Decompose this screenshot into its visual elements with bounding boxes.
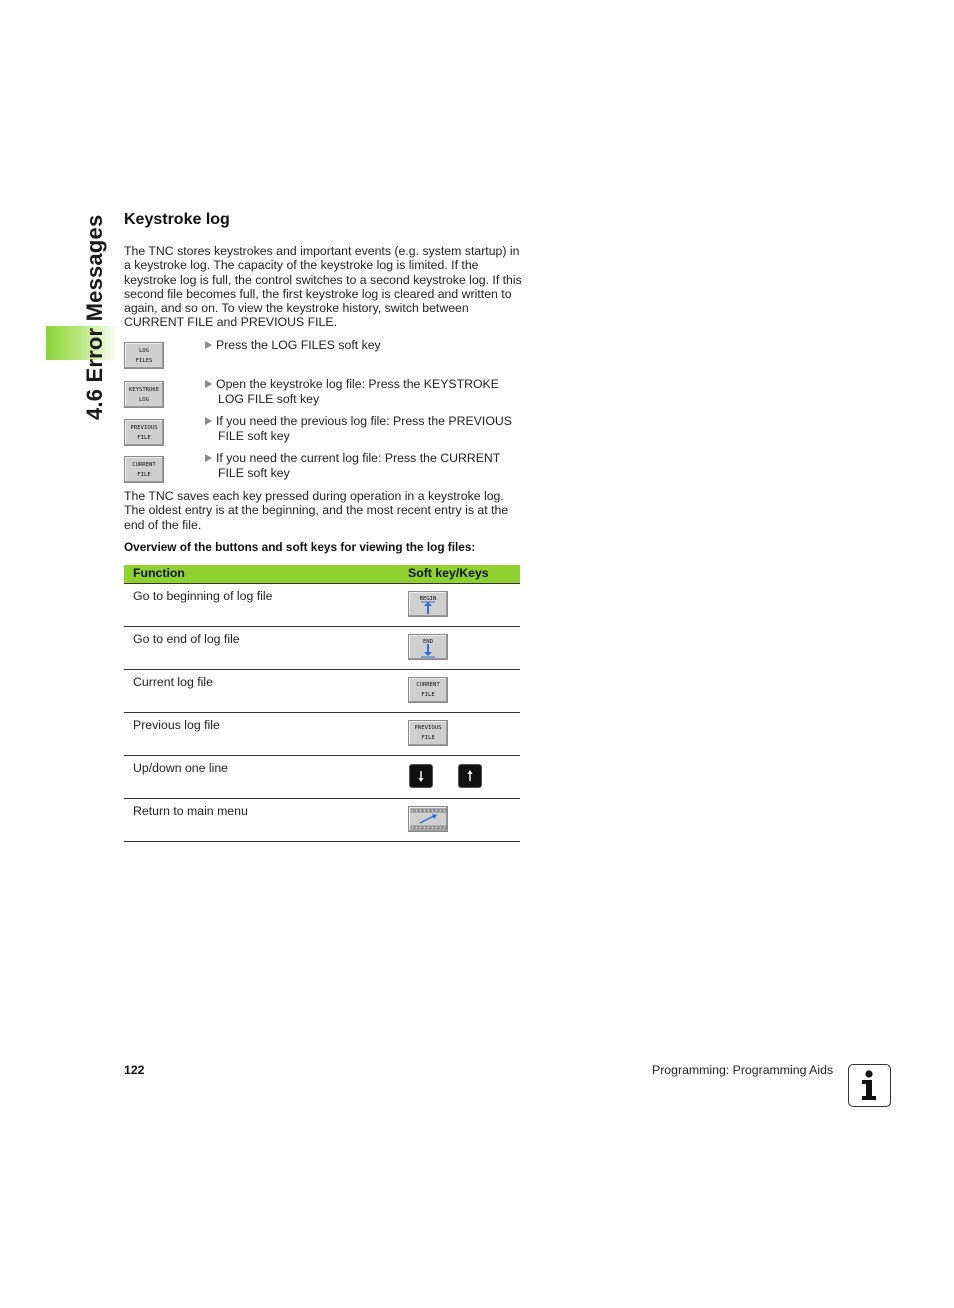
softkey-label-line1: PREVIOUS <box>414 725 442 731</box>
softkey-label: END <box>422 639 434 645</box>
step-log-files <box>205 338 525 353</box>
page-number: 122 <box>124 1063 145 1077</box>
log-files-softkey[interactable] <box>124 342 164 369</box>
table-header <box>124 565 520 584</box>
row-function: Previous log file <box>133 718 220 732</box>
arrow-up-key[interactable] <box>458 764 482 788</box>
softkey-label-line2: FILE <box>421 692 435 698</box>
softkey-label-line1: LOG <box>138 348 150 354</box>
main-menu-softkey[interactable] <box>408 806 448 832</box>
softkey-label: BEGIN <box>419 596 437 602</box>
softkey-label-line2: FILE <box>137 472 151 478</box>
arrow-to-end-icon <box>408 634 448 660</box>
table-row <box>124 756 520 799</box>
current-file-softkey[interactable] <box>408 677 448 703</box>
step-previous-file <box>205 414 525 443</box>
log-description-paragraph: The TNC saves each key pressed during operation in a keystroke log. The oldest entry is at the beginning, and the most recent entry is at the end of the file. <box>124 489 509 532</box>
step-text-continued: FILE soft key <box>218 428 290 443</box>
softkey-label-line2: FILE <box>421 735 435 741</box>
step-text: If you need the current log file: Press the CURRENT <box>216 451 501 465</box>
softkey-label-line2: FILE <box>137 435 151 441</box>
header-function: Function <box>133 566 185 580</box>
end-softkey[interactable] <box>408 634 448 660</box>
row-function: Return to main menu <box>133 804 248 818</box>
info-icon <box>848 1064 891 1107</box>
previous-file-softkey[interactable] <box>124 419 164 446</box>
table-row <box>124 713 520 756</box>
keystroke-log-softkey[interactable] <box>124 381 164 408</box>
table-row <box>124 584 520 627</box>
table-row <box>124 627 520 670</box>
begin-softkey[interactable] <box>408 591 448 617</box>
step-arrow-icon <box>205 341 212 349</box>
softkey-label-line2: LOG <box>138 397 150 403</box>
row-function: Go to end of log file <box>133 632 240 646</box>
step-text-continued: FILE soft key <box>218 465 290 480</box>
table-caption: Overview of the buttons and soft keys for viewing the log files: <box>124 540 476 554</box>
step-text: If you need the previous log file: Press the PREVIOUS <box>216 414 512 428</box>
arrow-to-begin-icon <box>408 591 448 617</box>
step-arrow-icon <box>205 417 212 425</box>
row-function: Up/down one line <box>133 761 229 775</box>
step-text: Press the LOG FILES soft key <box>216 338 381 352</box>
softkey-label-line1: CURRENT <box>132 462 156 468</box>
arrow-up-icon <box>459 765 481 787</box>
step-text: Open the keystroke log file: Press the KEYSTROKE <box>216 377 499 391</box>
softkey-label-line1: KEYSTROKE <box>128 387 160 393</box>
softkey-label-line1: PREVIOUS <box>130 425 158 431</box>
footer-chapter: Programming: Programming Aids <box>652 1063 834 1077</box>
step-arrow-icon <box>205 380 212 388</box>
softkey-overview-table <box>124 565 520 842</box>
step-text-continued: LOG FILE soft key <box>218 391 320 406</box>
main-menu-icon <box>408 806 448 832</box>
previous-file-softkey[interactable] <box>408 720 448 746</box>
arrow-down-icon <box>410 765 432 787</box>
softkey-label-line2: FILES <box>135 358 153 364</box>
step-keystroke-log <box>205 377 525 406</box>
current-file-softkey[interactable] <box>124 456 164 483</box>
arrow-down-key[interactable] <box>409 764 433 788</box>
step-current-file <box>205 451 525 480</box>
header-softkeys: Soft key/Keys <box>408 566 489 580</box>
section-heading: Keystroke log <box>124 211 230 228</box>
softkey-label-line1: CURRENT <box>416 682 440 688</box>
table-row <box>124 670 520 713</box>
row-function: Current log file <box>133 675 213 689</box>
intro-paragraph: The TNC stores keystrokes and important events (e.g. system startup) in a keystroke log. The capacity of the keystroke log is limited. If the keystroke log is full, the control switches to a second keystroke log. If this second file becomes full, the first keystroke log is cleared and written to again, and so on. To view the keystroke history, switch between CURRENT FILE and PREVIOUS FILE. <box>124 244 522 330</box>
table-row <box>124 799 520 842</box>
info-glyph <box>849 1065 889 1105</box>
step-arrow-icon <box>205 454 212 462</box>
chapter-title: 4.6 Error Messages <box>82 214 107 420</box>
row-function: Go to beginning of log file <box>133 589 273 603</box>
